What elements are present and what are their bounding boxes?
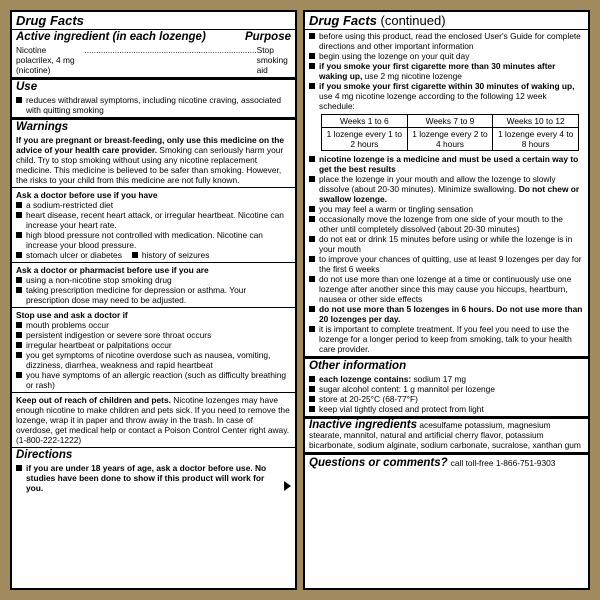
ask-doctor-heading: Ask a doctor before use if you have <box>16 190 158 200</box>
questions-section <box>305 455 588 471</box>
list-item: you get symptoms of nicotine overdose such as nausea, vomiting, dizziness, diarrhea, weakness and rapid heartbeat <box>16 350 291 370</box>
drug-facts-panel-right <box>303 10 590 590</box>
stop-use-block <box>12 307 295 390</box>
list-item: place the lozenge in your mouth and allow the lozenge to slowly dissolve (about 20-30 minutes). Minimize swallowing. Do not chew or swallow lozenge. <box>309 174 584 204</box>
list-item: do not eat or drink 15 minutes before using or while the lozenge is in your mouth <box>309 234 584 254</box>
list-item: using a non-nicotine stop smoking drug <box>16 275 291 285</box>
list-item: if you smoke your first cigarette within 30 minutes of waking up, use 4 mg nicotine lozenge according to the following 12 week schedule: <box>309 81 584 111</box>
table-cell: 1 lozenge every 1 to 2 hours <box>322 128 408 151</box>
dosing-schedule-table <box>321 114 579 151</box>
list-item: begin using the lozenge on your quit day <box>309 51 584 61</box>
active-ingredient-row: Nicotine polacrilex, 4 mg (nicotine) .......................................................................... Stop smoking aid <box>16 45 291 75</box>
keep-out-warning: Keep out of reach of children and pets. Nicotine lozenges may have enough nicotine to make children and pets sick. If you need to remove the lozenge, wrap it in paper and throw away in the trash. In case of overdose, get medical help or contact a Poison Control Center right away. (1-800-222-1222) <box>16 395 290 445</box>
table-header: Weeks 7 to 9 <box>407 115 493 128</box>
list-item: mouth problems occur <box>16 320 291 330</box>
continue-arrow-icon <box>284 481 291 491</box>
list-item: occasionally move the lozenge from one side of your mouth to the other until completely dissolved (about 20-30 minutes) <box>309 214 584 234</box>
ask-pharmacist-block <box>12 262 295 305</box>
warnings-section <box>12 120 295 448</box>
list-item: heart disease, recent heart attack, or irregular heartbeat. Nicotine can increase your heart rate. <box>16 210 291 230</box>
list-item: if you are under 18 years of age, ask a doctor before use. No studies have been done to show if this product will work for you. <box>16 463 274 493</box>
questions-heading: Questions or comments? <box>309 457 448 469</box>
list-item: taking prescription medicine for depression or asthma. Your prescription dose may need to be adjusted. <box>16 285 291 305</box>
list-item: each lozenge contains: sodium 17 mg <box>309 374 584 384</box>
ask-pharmacist-heading: Ask a doctor or pharmacist before use if you are <box>16 265 209 275</box>
table-cell: 1 lozenge every 4 to 8 hours <box>493 128 579 151</box>
warnings-heading: Warnings <box>16 121 69 133</box>
directions-continued-section <box>305 12 588 359</box>
list-item: reduces withdrawal symptoms, including nicotine craving, associated with quitting smoking <box>16 95 291 115</box>
list-item: nicotine lozenge is a medicine and must be used a certain way to get the best results <box>309 154 584 174</box>
list-item: irregular heartbeat or palpitations occur <box>16 340 291 350</box>
list-item: persistent indigestion or severe sore throat occurs <box>16 330 291 340</box>
panel-title: Drug Facts <box>12 13 295 30</box>
other-information-section <box>305 359 588 419</box>
purpose-heading: Purpose <box>244 31 291 43</box>
list-item: before using this product, read the enclosed User's Guide for complete directions and other important information <box>309 31 584 51</box>
table-header: Weeks 1 to 6 <box>322 115 408 128</box>
list-item: stomach ulcer or diabetes <box>16 250 122 260</box>
list-item: keep vial tightly closed and protect from light <box>309 404 584 414</box>
stop-use-heading: Stop use and ask a doctor if <box>16 310 128 320</box>
active-ingredient-section <box>12 12 295 80</box>
list-item: do not use more than 5 lozenges in 6 hours. Do not use more than 20 lozenges per day. <box>309 304 584 324</box>
list-item: store at 20-25°C (68-77°F) <box>309 394 584 404</box>
directions-section <box>12 448 295 495</box>
other-information-heading: Other information <box>309 360 407 372</box>
ask-doctor-block <box>12 187 295 260</box>
purpose-value: Stop smoking aid <box>256 45 288 75</box>
list-item: it is important to complete treatment. If you feel you need to use the lozenge for a longer period to keep from smoking, talk to your health care provider. <box>309 324 584 354</box>
list-item: sugar alcohol content: 1 g mannitol per lozenge <box>309 384 584 394</box>
list-item: a sodium-restricted diet <box>16 200 291 210</box>
list-item: do not use more than one lozenge at a time or continuously use one lozenge after another since this may cause you hiccups, heartburn, nausea or other side effects <box>309 274 584 304</box>
list-item: if you smoke your first cigarette more than 30 minutes after waking up, use 2 mg nicotine lozenge <box>309 61 584 81</box>
list-item: you may feel a warm or tingling sensation <box>309 204 584 214</box>
use-section <box>12 80 295 120</box>
pregnancy-warning: If you are pregnant or breast-feeding, only use this medicine on the advice of your health care provider. Smoking can seriously harm your child. Try to stop smoking without using any nicotine replacement medicine. This medicine is believed to be safer than smoking. However, the risks to your child from this medicine are not fully known. <box>16 135 285 185</box>
directions-heading: Directions <box>16 449 73 461</box>
list-item: to improve your chances of quitting, use at least 9 lozenges per day for the first 6 weeks <box>309 254 584 274</box>
table-header: Weeks 10 to 12 <box>493 115 579 128</box>
inactive-ingredients-section <box>305 419 588 455</box>
active-ingredient-name: Nicotine polacrilex, 4 mg (nicotine) <box>16 45 75 75</box>
inactive-ingredients-text: Inactive ingredients acesulfame potassium, magnesium stearate, mannitol, natural and artificial cherry flavor, potassium bicarbonate, sodium alginate, sodium carbonate, sucralose, xanthan gum <box>309 419 581 450</box>
panel-title: Drug Facts (continued) <box>305 13 588 30</box>
keep-out-block <box>12 392 295 445</box>
toll-free-number: call toll-free 1-866-751-9303 <box>450 458 556 468</box>
inactive-ingredients-heading: Inactive ingredients <box>309 419 418 431</box>
table-cell: 1 lozenge every 2 to 4 hours <box>407 128 493 151</box>
drug-facts-panel-left <box>10 10 297 590</box>
list-item: you have symptoms of an allergic reaction (such as difficulty breathing or rash) <box>16 370 291 390</box>
use-heading: Use <box>16 81 38 93</box>
list-item: history of seizures <box>132 250 210 260</box>
list-item: high blood pressure not controlled with medication. Nicotine can increase your blood pressure. <box>16 230 291 250</box>
active-ingredient-heading: Active ingredient (in each lozenge) <box>16 31 206 43</box>
